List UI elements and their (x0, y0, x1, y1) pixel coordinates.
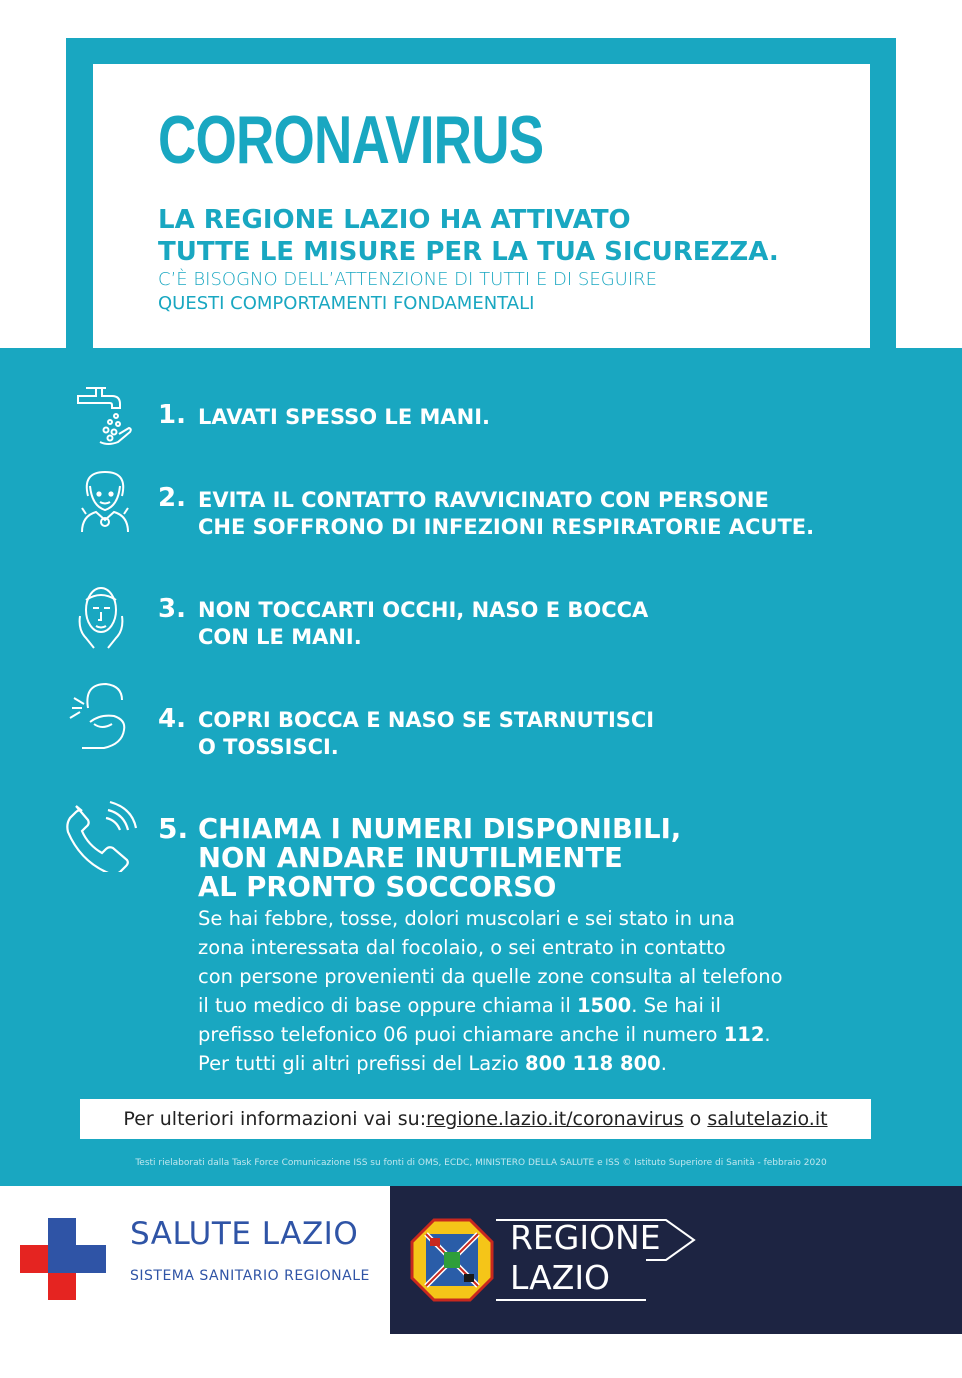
para-line-5-text: prefisso telefonico 06 puoi chiamare anche il numero (198, 1023, 724, 1046)
link-salute-lazio[interactable]: salutelazio.it (707, 1108, 828, 1130)
para-line-4-text: il tuo medico di base oppure chiama il (198, 994, 577, 1017)
regione-lazio-line-2: LAZIO (510, 1258, 611, 1297)
info-middle: o (683, 1108, 708, 1130)
phone-icon (66, 800, 138, 872)
info-prefix: Per ulteriori informazioni vai su: (123, 1108, 427, 1130)
note-line-2: QUESTI COMPORTAMENTI FONDAMENTALI (158, 293, 535, 314)
item-3-number: 3. (158, 594, 186, 624)
para-line-1: Se hai febbre, tosse, dolori muscolari e sei stato in una (198, 907, 735, 930)
regione-lazio-emblem-icon (410, 1218, 494, 1302)
item-5-heading-line-3: AL PRONTO SOCCORSO (198, 870, 557, 903)
item-5-heading-line-2: NON ANDARE INUTILMENTE (198, 841, 623, 874)
item-2-number: 2. (158, 483, 186, 513)
subtitle-line-2: TUTTE LE MISURE PER LA TUA SICUREZZA. (158, 237, 779, 267)
sick-person-icon (78, 468, 132, 534)
sneeze-elbow-icon (68, 678, 134, 754)
item-2-line-1: EVITA IL CONTATTO RAVVICINATO CON PERSONE (198, 488, 769, 512)
phone-number-800: 800 118 800 (525, 1052, 661, 1075)
note-line-1: C’È BISOGNO DELL’ATTENZIONE DI TUTTI E DI SEGUIRE (158, 269, 658, 290)
item-3-line-2: CON LE MANI. (198, 625, 362, 649)
item-1-line-1: LAVATI SPESSO LE MANI. (198, 405, 490, 429)
para-line-6 (198, 1049, 783, 1078)
para-line-4-end: . Se hai il (631, 994, 721, 1017)
item-5-heading (198, 814, 681, 901)
salute-lazio-cross-logo-icon (20, 1218, 106, 1300)
hand-washing-icon (72, 382, 136, 448)
item-2-line-2: CHE SOFFRONO DI INFEZIONI RESPIRATORIE ACUTE. (198, 515, 815, 539)
salute-lazio-title: SALUTE LAZIO (130, 1216, 359, 1252)
para-line-6-text: Per tutti gli altri prefissi del Lazio (198, 1052, 526, 1075)
item-4-line-2: O TOSSISCI. (198, 735, 339, 759)
salute-lazio-subtitle: SISTEMA SANITARIO REGIONALE (130, 1268, 370, 1284)
para-line-6-end: . (660, 1052, 667, 1075)
page-title: CORONAVIRUS (158, 102, 544, 178)
item-4-number: 4. (158, 704, 186, 734)
regione-lazio-line-1: REGIONE (510, 1218, 661, 1257)
item-5-paragraph (198, 904, 783, 1078)
phone-number-1500: 1500 (576, 994, 632, 1017)
para-line-5 (198, 1020, 783, 1049)
para-line-5-end: . (764, 1023, 771, 1046)
info-bar (80, 1099, 871, 1139)
item-1-number: 1. (158, 400, 186, 430)
para-line-3: con persone provenienti da quelle zone consulta al telefono (198, 965, 783, 988)
item-5-number: 5. (158, 812, 189, 845)
para-line-4 (198, 991, 783, 1020)
subtitle-line-1: LA REGIONE LAZIO HA ATTIVATO (158, 205, 631, 235)
link-regione-lazio[interactable]: regione.lazio.it/coronavirus (426, 1108, 684, 1130)
credits: Testi rielaborati dalla Task Force Comunicazione ISS su fonti di OMS, ECDC, MINISTERO DELLA SALUTE e ISS © Istituto Superiore di Sanità - febbraio 2020 (135, 1158, 827, 1168)
item-3-line-1: NON TOCCARTI OCCHI, NASO E BOCCA (198, 598, 649, 622)
item-4-line-1: COPRI BOCCA E NASO SE STARNUTISCI (198, 708, 655, 732)
para-line-2: zona interessata dal focolaio, o sei entrato in contatto (198, 936, 726, 959)
phone-number-112: 112 (723, 1023, 765, 1046)
item-5-heading-line-1: CHIAMA I NUMERI DISPONIBILI, (198, 812, 682, 845)
face-touch-icon (76, 582, 126, 652)
